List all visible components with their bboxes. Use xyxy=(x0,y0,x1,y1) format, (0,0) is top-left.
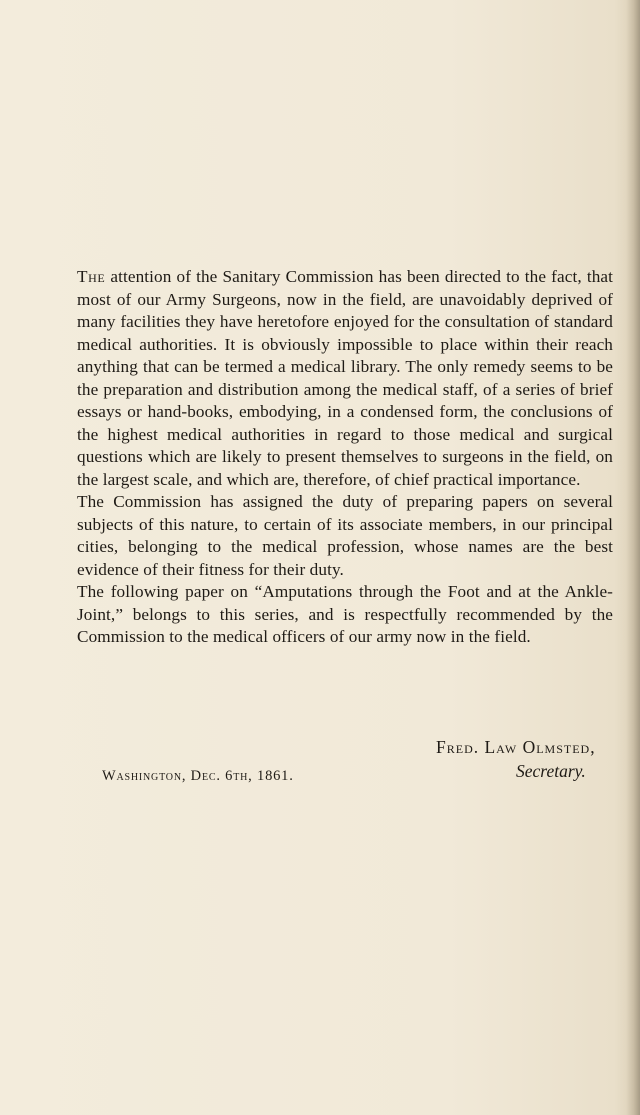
dateline: Washington, Dec. 6th, 1861. xyxy=(102,768,294,784)
signature-title: Secretary. xyxy=(516,761,586,781)
paragraph-2: The Commission has assigned the duty of preparing papers on several subjects of this nature, to certain of its associate members, in our principal cities, belonging to the medical profession, whose names are the best evidence of their fitness for their duty. xyxy=(77,492,613,579)
signature-name: Fred. Law Olmsted, xyxy=(436,737,596,757)
page-edge-shadow xyxy=(626,0,640,1115)
paragraph-1 xyxy=(77,266,613,491)
paragraph-lead-word: The xyxy=(77,267,106,286)
body-text xyxy=(77,266,613,649)
paragraph-3: The following paper on “Amputations through the Foot and at the Ankle-Joint,” belongs to this series, and is respectfully recommended by the Commission to the medical officers of our army now in the field. xyxy=(77,582,613,646)
paragraph-1-text: attention of the Sanitary Commission has been directed to the fact, that most of our Army Surgeons, now in the field, are unavoidably deprived of many facilities they have heretofore enjoyed for the consultation of standard medical authorities. It is obviously impossible to place within their reach anything that can be termed a medical library. The only remedy seems to be the preparation and distribution among the medical staff, of a series of brief essays or hand-books, embodying, in a condensed form, the conclusions of the highest medical authorities in regard to those medical and surgical questions which are likely to present themselves to surgeons in the field, on the largest scale, and which are, therefore, of chief practical importance. xyxy=(77,267,613,489)
